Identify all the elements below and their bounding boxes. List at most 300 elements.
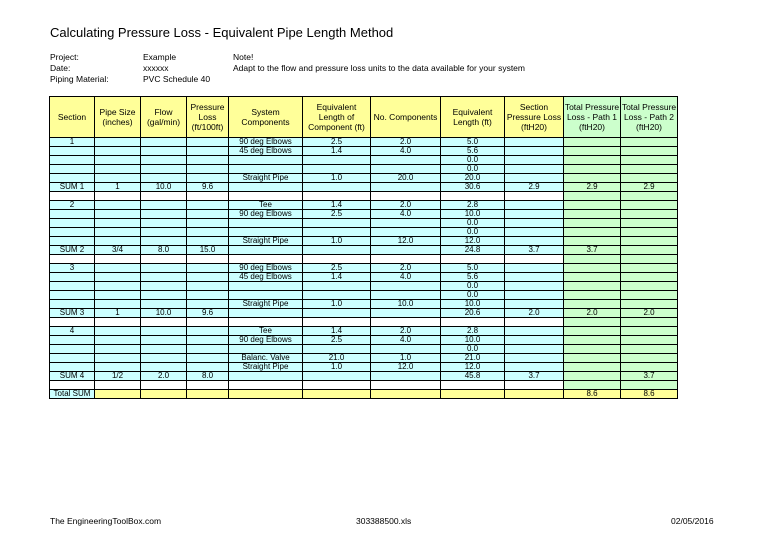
table-row [50, 300, 678, 309]
table-row [50, 183, 678, 192]
table-cell [95, 165, 141, 174]
table-cell [50, 318, 95, 327]
table-cell: 3.7 [621, 372, 678, 381]
table-row [50, 192, 678, 201]
table-cell [303, 156, 371, 165]
table-cell [564, 156, 621, 165]
table-cell [441, 192, 505, 201]
table-cell: 2.0 [141, 372, 187, 381]
table-cell [95, 363, 141, 372]
table-cell [564, 237, 621, 246]
table-cell: 1.4 [303, 201, 371, 210]
table-cell [187, 255, 229, 264]
table-cell: 8.0 [187, 372, 229, 381]
table-cell [303, 255, 371, 264]
table-cell [371, 183, 441, 192]
table-cell [187, 147, 229, 156]
table-cell [229, 381, 303, 390]
table-cell: 20.0 [441, 174, 505, 183]
table-cell [621, 336, 678, 345]
sheet-title: Calculating Pressure Loss - Equivalent Pipe Length Method [50, 25, 394, 40]
table-cell [303, 192, 371, 201]
table-cell [187, 336, 229, 345]
table-cell [141, 327, 187, 336]
table-cell [141, 300, 187, 309]
table-cell [505, 228, 564, 237]
table-row [50, 390, 678, 399]
table-cell [564, 165, 621, 174]
table-cell [141, 363, 187, 372]
table-cell [371, 165, 441, 174]
table-cell: 1.4 [303, 147, 371, 156]
table-cell [621, 237, 678, 246]
table-cell [95, 381, 141, 390]
table-cell [187, 300, 229, 309]
table-cell [621, 156, 678, 165]
table-cell [95, 345, 141, 354]
table-cell: Straight Pipe [229, 237, 303, 246]
table-cell [50, 147, 95, 156]
table-cell [141, 228, 187, 237]
table-cell [50, 192, 95, 201]
table-cell [505, 138, 564, 147]
table-cell: 2.5 [303, 336, 371, 345]
table-cell: 15.0 [187, 246, 229, 255]
table-cell [621, 201, 678, 210]
table-cell: 2.0 [371, 327, 441, 336]
table-cell [505, 219, 564, 228]
table-cell [187, 264, 229, 273]
table-cell [50, 219, 95, 228]
table-cell [564, 273, 621, 282]
table-cell [141, 255, 187, 264]
column-header: Equivalent Length (ft) [441, 97, 505, 138]
table-cell [564, 381, 621, 390]
table-cell [303, 372, 371, 381]
table-cell [187, 237, 229, 246]
table-cell [229, 282, 303, 291]
table-cell: 0.0 [441, 219, 505, 228]
table-cell: 10.0 [441, 300, 505, 309]
info-values [143, 52, 210, 85]
table-cell [141, 156, 187, 165]
table-cell [621, 147, 678, 156]
table-cell: 2.8 [441, 327, 505, 336]
table-cell: 2.5 [303, 138, 371, 147]
table-cell [505, 201, 564, 210]
table-cell [564, 336, 621, 345]
table-cell [95, 273, 141, 282]
table-cell [505, 345, 564, 354]
table-cell [621, 264, 678, 273]
table-cell [371, 255, 441, 264]
table-cell: 5.0 [441, 264, 505, 273]
table-cell: 4.0 [371, 210, 441, 219]
table-cell: 21.0 [441, 354, 505, 363]
table-cell [229, 192, 303, 201]
table-cell: 3/4 [95, 246, 141, 255]
table-cell [564, 174, 621, 183]
table-cell [303, 309, 371, 318]
table-cell [371, 219, 441, 228]
table-cell [95, 327, 141, 336]
table-row [50, 255, 678, 264]
table-cell [141, 282, 187, 291]
table-cell [229, 255, 303, 264]
table-cell: 2.0 [371, 201, 441, 210]
table-cell [505, 363, 564, 372]
table-row [50, 363, 678, 372]
table-cell [187, 210, 229, 219]
table-cell [187, 273, 229, 282]
table-cell [441, 255, 505, 264]
table-cell [505, 255, 564, 264]
column-header: Pressure Loss (ft/100ft) [187, 97, 229, 138]
table-cell: 12.0 [441, 363, 505, 372]
table-cell [505, 318, 564, 327]
table-row [50, 201, 678, 210]
table-row [50, 345, 678, 354]
table-cell [505, 390, 564, 399]
table-cell: 10.0 [371, 300, 441, 309]
table-cell: 2.9 [564, 183, 621, 192]
table-cell [95, 318, 141, 327]
table-cell [229, 309, 303, 318]
table-cell: Straight Pipe [229, 174, 303, 183]
table-cell [505, 354, 564, 363]
table-cell: 4 [50, 327, 95, 336]
table-cell: 4.0 [371, 336, 441, 345]
table-cell: 90 deg Elbows [229, 336, 303, 345]
table-cell: 2.5 [303, 264, 371, 273]
table-cell [141, 291, 187, 300]
table-cell [141, 138, 187, 147]
table-row [50, 273, 678, 282]
table-cell [505, 291, 564, 300]
table-cell [371, 246, 441, 255]
table-cell: Tee [229, 201, 303, 210]
table-cell [187, 291, 229, 300]
table-cell [564, 219, 621, 228]
table-cell [95, 291, 141, 300]
table-cell [303, 390, 371, 399]
table-cell [229, 183, 303, 192]
table-cell [50, 345, 95, 354]
table-cell [95, 174, 141, 183]
project-label: Project: [50, 52, 79, 62]
table-cell: SUM 3 [50, 309, 95, 318]
column-header: Section [50, 97, 95, 138]
table-cell [95, 156, 141, 165]
table-cell: 12.0 [371, 363, 441, 372]
table-cell: 21.0 [303, 354, 371, 363]
table-cell: 2.5 [303, 210, 371, 219]
table-cell: 45.8 [441, 372, 505, 381]
table-cell: 4.0 [371, 147, 441, 156]
table-cell [303, 165, 371, 174]
table-cell: 0.0 [441, 165, 505, 174]
table-cell [50, 165, 95, 174]
table-cell [303, 246, 371, 255]
table-cell [621, 228, 678, 237]
table-cell: 2.8 [441, 201, 505, 210]
table-cell [141, 219, 187, 228]
note-label: Note! [233, 52, 254, 62]
table-cell: 10.0 [441, 336, 505, 345]
table-cell: 2.0 [564, 309, 621, 318]
table-cell: 3.7 [505, 372, 564, 381]
table-cell [187, 219, 229, 228]
table-cell [187, 318, 229, 327]
table-cell [95, 201, 141, 210]
table-cell: 0.0 [441, 282, 505, 291]
table-cell [229, 372, 303, 381]
table-cell [229, 219, 303, 228]
table-cell [505, 300, 564, 309]
table-cell [95, 390, 141, 399]
table-cell [371, 345, 441, 354]
table-cell: 1 [50, 138, 95, 147]
table-cell: Balanc. Valve [229, 354, 303, 363]
table-cell: Tee [229, 327, 303, 336]
table-cell [187, 156, 229, 165]
table-row [50, 282, 678, 291]
table-cell: 10.0 [141, 309, 187, 318]
table-cell [95, 354, 141, 363]
table-cell [50, 156, 95, 165]
table-cell [505, 273, 564, 282]
table-cell: 1/2 [95, 372, 141, 381]
table-cell [187, 174, 229, 183]
table-cell [564, 255, 621, 264]
table-row [50, 336, 678, 345]
table-cell: 3.7 [505, 246, 564, 255]
table-cell [564, 192, 621, 201]
table-cell: 4.0 [371, 273, 441, 282]
table-cell: 0.0 [441, 228, 505, 237]
table-cell [50, 363, 95, 372]
table-cell [95, 300, 141, 309]
table-cell [95, 138, 141, 147]
table-row [50, 174, 678, 183]
table-cell [303, 345, 371, 354]
table-cell [50, 381, 95, 390]
table-cell [564, 291, 621, 300]
table-row [50, 228, 678, 237]
table-cell: 5.0 [441, 138, 505, 147]
info-labels [50, 52, 109, 85]
table-row [50, 246, 678, 255]
table-cell [303, 291, 371, 300]
table-cell [505, 381, 564, 390]
table-cell: 8.6 [621, 390, 678, 399]
table-cell [564, 318, 621, 327]
table-row [50, 264, 678, 273]
table-cell [621, 345, 678, 354]
table-cell: 90 deg Elbows [229, 138, 303, 147]
table-cell [50, 255, 95, 264]
table-cell [505, 264, 564, 273]
table-cell [621, 363, 678, 372]
table-cell [95, 210, 141, 219]
table-cell [229, 165, 303, 174]
table-cell: Straight Pipe [229, 300, 303, 309]
column-header: Total Pressure Loss - Path 1 (ftH20) [564, 97, 621, 138]
table-cell [303, 183, 371, 192]
table-cell: 2.0 [371, 138, 441, 147]
table-cell [371, 192, 441, 201]
table-cell [141, 390, 187, 399]
table-cell [564, 201, 621, 210]
table-row [50, 318, 678, 327]
table-cell: SUM 4 [50, 372, 95, 381]
table-cell [50, 174, 95, 183]
table-cell: 1.0 [303, 300, 371, 309]
table-row [50, 156, 678, 165]
table-cell [229, 228, 303, 237]
table-cell [303, 282, 371, 291]
table-cell [50, 228, 95, 237]
table-cell [95, 255, 141, 264]
table-cell [187, 138, 229, 147]
table-cell [564, 228, 621, 237]
table-cell: 1 [95, 309, 141, 318]
table-cell [187, 327, 229, 336]
table-cell [371, 228, 441, 237]
table-cell [50, 282, 95, 291]
table-cell [505, 147, 564, 156]
table-cell [621, 273, 678, 282]
date-label: Date: [50, 63, 71, 73]
table-cell [229, 390, 303, 399]
table-cell [621, 327, 678, 336]
table-cell [229, 156, 303, 165]
table-cell: 1.0 [303, 363, 371, 372]
table-cell [141, 273, 187, 282]
table-cell [50, 273, 95, 282]
table-cell [50, 300, 95, 309]
footer-center: 303388500.xls [356, 516, 412, 526]
table-cell [187, 354, 229, 363]
table-cell [505, 210, 564, 219]
table-cell [441, 381, 505, 390]
table-cell [141, 192, 187, 201]
table-cell [229, 318, 303, 327]
column-header: Section Pressure Loss (ftH20) [505, 97, 564, 138]
table-cell: 1.0 [371, 354, 441, 363]
table-cell [141, 318, 187, 327]
table-cell [371, 372, 441, 381]
table-cell [371, 291, 441, 300]
table-cell [564, 210, 621, 219]
column-header: System Components [229, 97, 303, 138]
table-cell: 3.7 [564, 246, 621, 255]
table-cell [95, 192, 141, 201]
table-cell: 0.0 [441, 156, 505, 165]
date-value: xxxxxx [143, 63, 169, 73]
table-cell: 5.6 [441, 273, 505, 282]
table-cell [621, 246, 678, 255]
table-cell [141, 381, 187, 390]
table-cell [621, 138, 678, 147]
material-label: Piping Material: [50, 74, 109, 84]
table-cell: 3 [50, 264, 95, 273]
table-cell [621, 300, 678, 309]
table-cell: 24.8 [441, 246, 505, 255]
table-cell [187, 201, 229, 210]
table-row [50, 354, 678, 363]
table-cell: 5.6 [441, 147, 505, 156]
table-row [50, 210, 678, 219]
table-cell [505, 165, 564, 174]
table-cell: 1.0 [303, 237, 371, 246]
table-row [50, 165, 678, 174]
table-cell [95, 219, 141, 228]
table-cell [621, 354, 678, 363]
table-cell [141, 336, 187, 345]
table-cell [505, 174, 564, 183]
table-row [50, 147, 678, 156]
table-cell [187, 381, 229, 390]
table-cell [441, 318, 505, 327]
table-cell [141, 174, 187, 183]
table-cell [187, 345, 229, 354]
table-cell [505, 282, 564, 291]
table-cell [50, 237, 95, 246]
table-cell: 20.0 [371, 174, 441, 183]
table-cell: 2.9 [621, 183, 678, 192]
table-cell [95, 282, 141, 291]
table-cell [621, 291, 678, 300]
table-cell [187, 390, 229, 399]
table-cell [95, 147, 141, 156]
table-cell [141, 201, 187, 210]
table-cell: 2.9 [505, 183, 564, 192]
header-row [50, 97, 678, 138]
table-cell: 1.0 [303, 174, 371, 183]
table-cell: 45 deg Elbows [229, 147, 303, 156]
table-cell [621, 381, 678, 390]
table-cell [141, 264, 187, 273]
table-cell: 9.6 [187, 309, 229, 318]
table-cell [187, 282, 229, 291]
table-cell: 1.4 [303, 273, 371, 282]
pressure-loss-table [49, 96, 678, 399]
table-cell [371, 156, 441, 165]
table-cell [141, 165, 187, 174]
table-cell [621, 219, 678, 228]
table-cell [229, 291, 303, 300]
table-cell: 10.0 [441, 210, 505, 219]
table-cell [621, 174, 678, 183]
table-cell [564, 363, 621, 372]
table-row [50, 291, 678, 300]
table-row [50, 381, 678, 390]
table-cell [371, 381, 441, 390]
table-cell: 90 deg Elbows [229, 210, 303, 219]
table-cell [621, 318, 678, 327]
table-cell: 10.0 [141, 183, 187, 192]
table-cell [303, 219, 371, 228]
table-cell: 2.0 [505, 309, 564, 318]
table-cell [141, 147, 187, 156]
table-cell [505, 336, 564, 345]
table-cell [505, 192, 564, 201]
footer-left: The EngineeringToolBox.com [50, 516, 162, 526]
table-cell [303, 228, 371, 237]
table-cell [621, 255, 678, 264]
table-cell [141, 237, 187, 246]
